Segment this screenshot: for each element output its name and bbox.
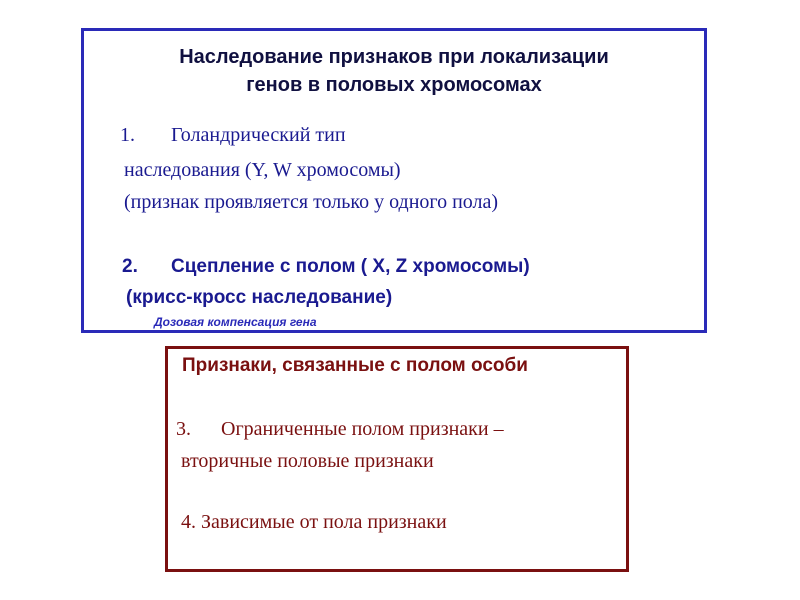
item-2-number: 2. bbox=[122, 256, 138, 277]
item-2-line-1: Сцепление с полом ( X, Z хромосомы) bbox=[171, 256, 530, 277]
item-1-line-2: наследования (Y, W хромосомы) bbox=[124, 159, 401, 181]
dosage-compensation-note: Дозовая компенсация гена bbox=[154, 315, 317, 329]
item-3-line-2: вторичные половые признаки bbox=[181, 450, 434, 472]
item-1-line-3: (признак проявляется только у одного пола) bbox=[124, 191, 499, 213]
item-2-line-2: (крисс-кросс наследование) bbox=[126, 287, 393, 308]
bottom-heading: Признаки, связанные с полом особи bbox=[182, 355, 528, 376]
title-line-1: Наследование признаков при локализации bbox=[179, 46, 609, 68]
item-1-line-1: Голандрический тип bbox=[171, 124, 346, 146]
title-line-2: генов в половых хромосомах bbox=[246, 74, 542, 96]
item-4-text: 4. Зависимые от пола признаки bbox=[181, 511, 447, 533]
item-3-line-1: Ограниченные полом признаки – bbox=[221, 418, 504, 440]
item-3-number: 3. bbox=[176, 418, 191, 440]
item-1-number: 1. bbox=[120, 124, 135, 146]
